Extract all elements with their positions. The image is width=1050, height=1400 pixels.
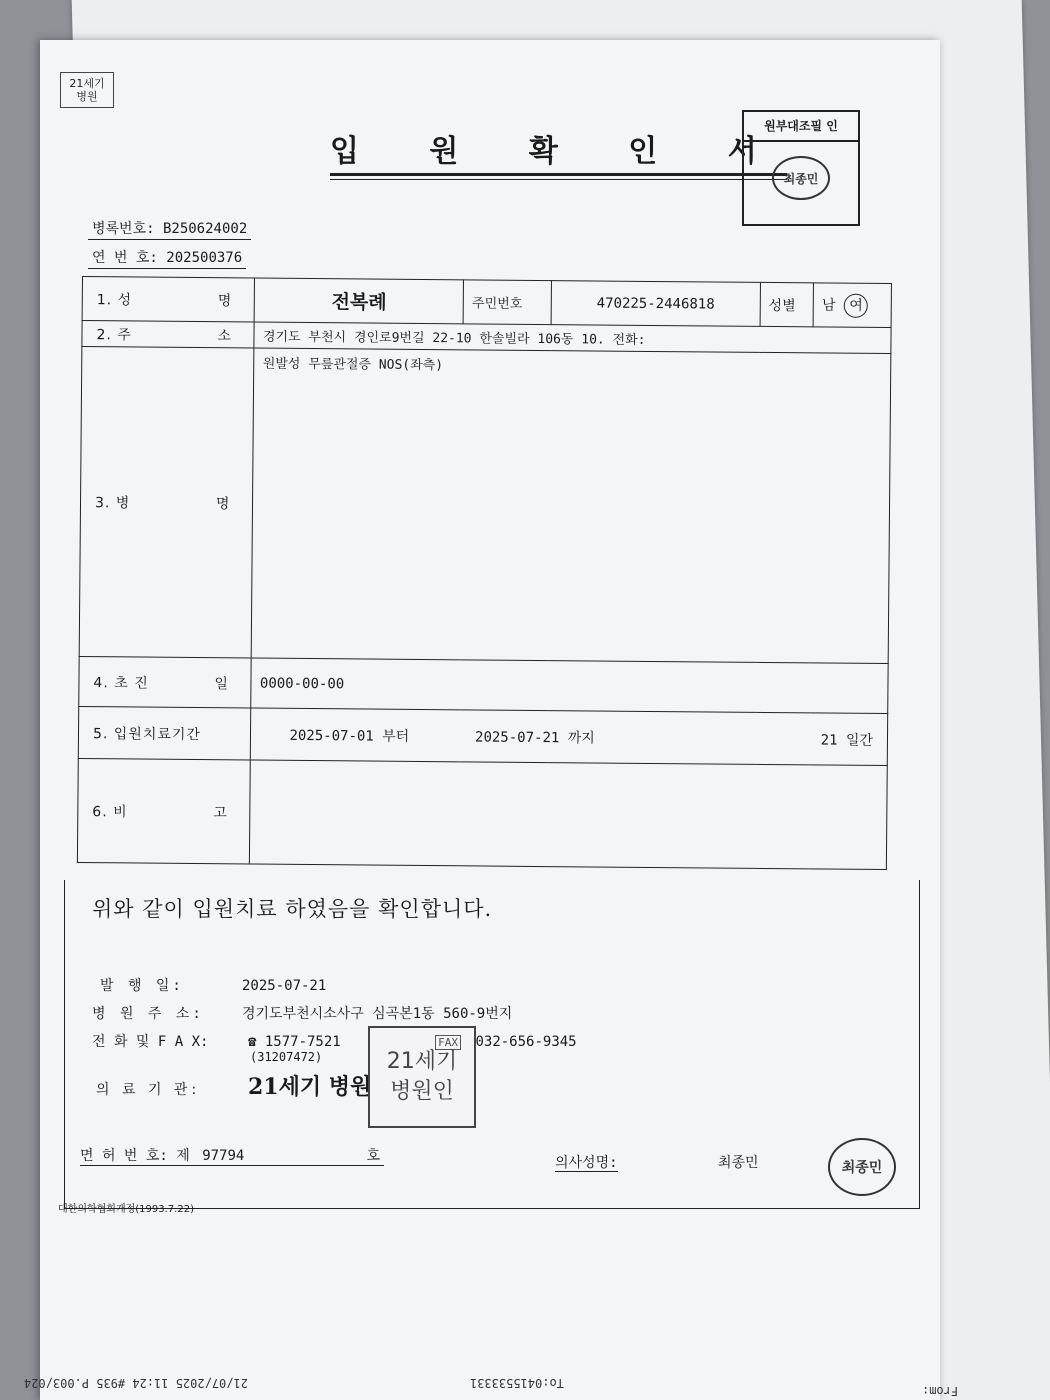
id-label: 주민번호 xyxy=(463,280,551,325)
approval-label: 원부대조필 인 xyxy=(744,112,858,142)
sex-male: 남 xyxy=(821,296,836,314)
fax-number: 032-656-9345 xyxy=(475,1034,577,1050)
label-remarks: 6. 비 고 xyxy=(77,758,250,864)
doctor-name: 최종민 xyxy=(717,1155,759,1171)
fax-to-line: To:0415533331 xyxy=(470,1376,564,1390)
remarks-value xyxy=(250,760,887,870)
institution-label: 의 료 기 관: xyxy=(96,1082,201,1098)
period-to: 2025-07-21 까지 xyxy=(474,728,595,746)
issue-date-row xyxy=(100,975,326,995)
table-row-name xyxy=(82,277,891,328)
issue-date-label: 발 행 일: xyxy=(100,978,184,994)
confirmation-text: 위와 같이 입원치료 하였음을 확인합니다. xyxy=(92,897,493,921)
table-row-remarks xyxy=(77,758,887,869)
record-number xyxy=(88,218,251,238)
fax-header-line xyxy=(24,1376,248,1390)
sex-label: 성별 xyxy=(760,282,814,326)
admission-table xyxy=(77,276,892,870)
sex-female-circled: 여 xyxy=(844,293,868,317)
period-from: 2025-07-01 부터 xyxy=(289,727,410,745)
record-label: 병록번호: xyxy=(92,221,155,237)
license-label: 면 허 번 호: 제 xyxy=(80,1148,190,1164)
sex-options xyxy=(813,283,891,328)
period-days: 21 일간 xyxy=(820,731,874,749)
label-address: 2. 주 소 xyxy=(82,321,255,349)
hospital-seal-stamp xyxy=(368,1026,476,1128)
patient-name: 전복례 xyxy=(255,278,464,324)
institution-row xyxy=(96,1070,371,1101)
license-number: 97794 xyxy=(202,1148,245,1164)
hospital-address: 경기도부천시소사구 심곡본1동 560-9번지 xyxy=(242,1006,513,1022)
tel-code: (31207472) xyxy=(250,1050,323,1064)
id-value: 470225-2446818 xyxy=(551,281,760,327)
label-first-visit: 4. 초 진 일 xyxy=(79,656,252,708)
license-suffix: 호 xyxy=(366,1148,380,1164)
record-value: B250624002 xyxy=(162,221,248,237)
approval-seal xyxy=(772,156,830,200)
hospital-address-label: 병 원 주 소: xyxy=(92,1006,204,1022)
issue-date: 2025-07-21 xyxy=(242,978,327,994)
fax-tag: FAX xyxy=(435,1035,461,1050)
doctor-label: 의사성명: xyxy=(555,1155,618,1171)
institution-name: 21세기 병원 xyxy=(248,1074,372,1100)
hospital-corner-stamp xyxy=(60,72,114,108)
serial-value: 202500376 xyxy=(166,250,243,266)
approval-box xyxy=(742,110,860,226)
hospital-seal-line2: 병원인 xyxy=(390,1079,454,1104)
first-visit-value: 0000-00-00 xyxy=(251,658,888,714)
period-values xyxy=(251,708,888,766)
serial-number xyxy=(88,247,246,267)
label-period: 5. 입원치료기간 xyxy=(78,706,251,760)
phone-fax-row xyxy=(92,1031,577,1051)
association-note: 대한의학협회개정(1993.7.22) xyxy=(58,1204,194,1215)
phone-number: ☎ 1577-7521 xyxy=(248,1034,341,1050)
doctor-row xyxy=(555,1152,815,1172)
doctor-seal xyxy=(828,1138,896,1196)
fax-header: 21/07/2025 11:24 #935 P.003/024 xyxy=(24,1376,248,1390)
address-value: 경기도 부천시 경인로9번길 22-10 한솔빌라 106동 10. 전화: xyxy=(254,322,891,354)
phone-fax-label: 전 화 및 F A X: xyxy=(92,1034,209,1050)
table-row-disease xyxy=(79,347,891,664)
license-row xyxy=(80,1145,384,1166)
table-row-period xyxy=(78,706,887,765)
label-name: 1. 성 명 xyxy=(82,277,255,323)
hospital-seal-line1: 21세기 xyxy=(386,1049,458,1074)
doctor-seal-text: 최종민 xyxy=(841,1160,883,1176)
hospital-address-row xyxy=(92,1003,512,1023)
corner-stamp-line2: 병원 xyxy=(76,90,98,103)
table-row-first-visit xyxy=(79,656,888,713)
corner-stamp-line1: 21세기 xyxy=(69,77,105,90)
page-title: 입 원 확 인 서 xyxy=(330,126,787,176)
approval-seal-text: 최종민 xyxy=(783,171,819,186)
disease-value: 원발성 무릎관절증 NOS(좌측) xyxy=(252,348,891,664)
serial-label: 연 번 호: xyxy=(92,250,158,266)
fax-from-line: From: xyxy=(922,1384,959,1398)
label-disease: 3. 병 명 xyxy=(79,347,254,658)
